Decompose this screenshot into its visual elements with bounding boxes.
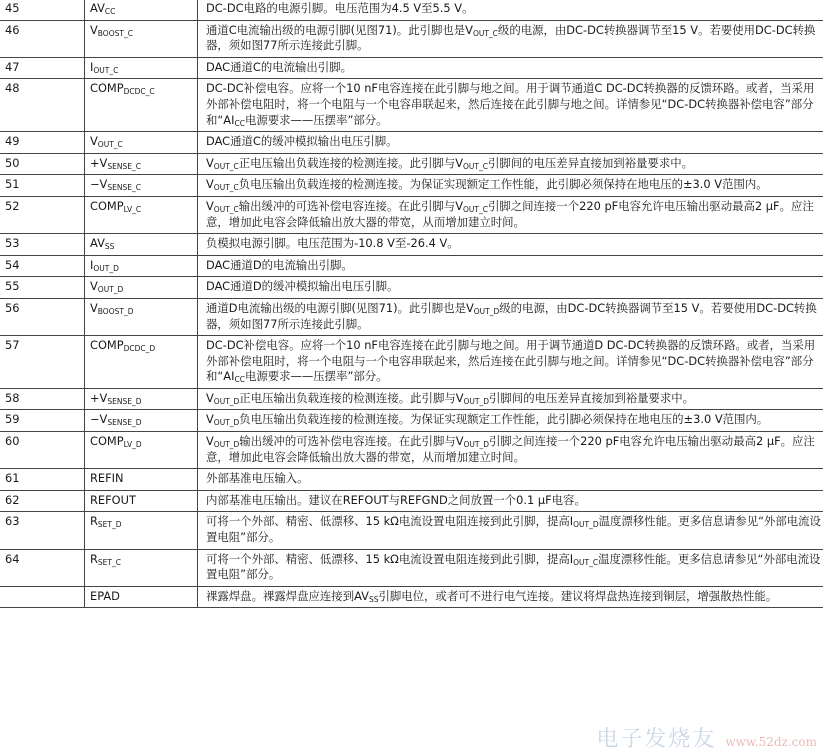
pin-mnemonic <box>85 410 198 432</box>
description-subscript: OUT_C <box>213 161 239 171</box>
pin-row <box>0 490 823 512</box>
mnemonic-subscript: DCDC_C <box>123 87 155 97</box>
pin-description <box>198 79 823 132</box>
description-subscript: OUT_D <box>573 520 599 530</box>
pin-number: 63 <box>0 512 85 549</box>
pin-row <box>0 132 823 154</box>
mnemonic-subscript: SENSE_C <box>107 161 141 171</box>
pin-description <box>198 196 823 233</box>
mnemonic-subscript: SET_C <box>97 557 121 567</box>
description-text: DC-DC电路的电源引脚。电压范围为4.5 V至5.5 V。 <box>206 1 474 15</box>
description-text: DAC通道C的电流输出引脚。 <box>206 59 352 74</box>
mnemonic-main: R <box>90 551 98 566</box>
description-text: 级的电源，由DC-DC转换器调节至15 V。若要使用DC-DC转换器，须如图77所示连接此引脚。 <box>206 300 817 331</box>
mnemonic-main: −V <box>90 177 108 192</box>
mnemonic-subscript: SET_D <box>97 520 122 530</box>
pin-mnemonic <box>85 586 198 608</box>
watermark-url: www.52dz.com <box>725 735 817 749</box>
description-text: 温度漂移性能。更多信息请参见“外部电流设置电阻”部分。 <box>206 551 821 582</box>
description-text: 可将一个外部、精密、低漂移、15 kΩ电流设置电阻连接到此引脚，提高I <box>206 551 574 566</box>
mnemonic-main: +V <box>90 390 108 405</box>
mnemonic-main: REFIN <box>90 471 124 486</box>
mnemonic-main: AV <box>90 236 105 251</box>
mnemonic-subscript: OUT_C <box>93 65 119 75</box>
mnemonic-subscript: BOOST_C <box>97 28 133 38</box>
mnemonic-subscript: SENSE_C <box>107 183 141 193</box>
pin-number <box>0 586 85 608</box>
pin-row <box>0 153 823 175</box>
pin-row <box>0 57 823 79</box>
description-text: DAC通道C的缓冲模拟输出电压引脚。 <box>206 134 398 149</box>
description-text: DC-DC补偿电容。应将一个10 nF电容连接在此引脚与地之间。用于调节通道D DC-DC转换器的反馈环路。或者，当采用外部补偿电阻时，将一个电阻与一个电容串联起来，然后连接在此引脚与地之间。详情参见“DC-DC转换器补偿电容”部分和“AI <box>206 338 816 384</box>
pin-row <box>0 298 823 335</box>
pin-row <box>0 277 823 299</box>
mnemonic-subscript: LV_D <box>123 440 142 450</box>
pin-mnemonic <box>85 388 198 410</box>
description-subscript: OUT_C <box>462 204 488 214</box>
pin-description <box>198 336 823 389</box>
pin-row <box>0 336 823 389</box>
description-text: 引脚之间连接一个220 pF电容允许电压输出驱动最高2 μF。应注意，增加此电容会降低输出放大器的带宽，从而增加建立时间。 <box>206 198 814 229</box>
mnemonic-main: COMP <box>90 434 124 449</box>
pin-row <box>0 79 823 132</box>
description-subscript: OUT_C <box>213 183 239 193</box>
mnemonic-main: COMP <box>90 338 124 353</box>
pin-mnemonic <box>85 175 198 197</box>
description-text: 通道C电流输出级的电源引脚(见图71)。此引脚也是V <box>206 22 473 37</box>
description-text: DAC通道D的缓冲模拟输出电压引脚。 <box>206 279 399 294</box>
pin-row <box>0 512 823 549</box>
pin-row <box>0 549 823 586</box>
pin-number: 58 <box>0 388 85 410</box>
pin-description <box>198 57 823 79</box>
pin-number: 56 <box>0 298 85 335</box>
pin-mnemonic <box>85 0 198 20</box>
description-subscript: OUT_C <box>462 161 488 171</box>
description-text: 外部基准电压输入。 <box>206 471 309 486</box>
mnemonic-main: I <box>90 257 94 272</box>
pin-number: 62 <box>0 490 85 512</box>
pin-number: 60 <box>0 432 85 469</box>
pin-row <box>0 20 823 57</box>
description-text: 负电压输出负载连接的检测连接。为保证实现额定工作性能，此引脚必须保持在地电压的±3.0 V范围内。 <box>239 412 769 427</box>
pin-number: 52 <box>0 196 85 233</box>
pin-description <box>198 298 823 335</box>
mnemonic-subscript: OUT_D <box>93 263 119 273</box>
pin-description <box>198 432 823 469</box>
description-text: V <box>206 177 214 192</box>
pin-mnemonic <box>85 20 198 57</box>
pin-number: 59 <box>0 410 85 432</box>
description-text: 裸露焊盘。裸露焊盘应连接到AV <box>206 588 369 603</box>
mnemonic-subscript: OUT_C <box>97 140 123 150</box>
pin-mnemonic <box>85 336 198 389</box>
description-text: 引脚间的电压差异直接加到裕量要求中。 <box>487 155 693 170</box>
site-watermark <box>596 722 817 753</box>
mnemonic-main: V <box>90 22 98 37</box>
mnemonic-main: −V <box>90 412 108 427</box>
mnemonic-subscript: SENSE_D <box>107 418 142 428</box>
description-subscript: SS <box>368 594 379 604</box>
pin-description <box>198 410 823 432</box>
description-subscript: OUT_D <box>213 440 240 450</box>
pin-row <box>0 469 823 491</box>
mnemonic-subscript: SENSE_D <box>107 396 142 406</box>
mnemonic-subscript: LV_C <box>123 204 142 214</box>
mnemonic-subscript: DCDC_D <box>123 344 156 354</box>
pin-mnemonic <box>85 298 198 335</box>
description-subscript: OUT_D <box>213 396 240 406</box>
pin-mnemonic <box>85 432 198 469</box>
pin-row <box>0 175 823 197</box>
description-text: 负电压输出负载连接的检测连接。为保证实现额定工作性能，此引脚必须保持在地电压的±3.0 V范围内。 <box>238 177 768 192</box>
description-text: 电源要求——压摆率”部分。 <box>244 112 388 127</box>
description-text: 输出缓冲的可选补偿电容连接。在此引脚与V <box>238 198 463 213</box>
mnemonic-subscript: CC <box>104 7 116 16</box>
description-subscript: OUT_D <box>463 440 490 450</box>
pin-description <box>198 388 823 410</box>
description-text: 通道D电流输出级的电源引脚(见图71)。此引脚也是V <box>206 300 474 315</box>
pin-number: 51 <box>0 175 85 197</box>
description-text: 内部基准电压输出。建议在REFOUT与REFGND之间放置一个0.1 μF电容。 <box>206 492 586 507</box>
pin-number: 49 <box>0 132 85 154</box>
pin-row <box>0 432 823 469</box>
mnemonic-subscript: OUT_D <box>97 285 124 295</box>
pin-description <box>198 255 823 277</box>
description-text: 级的电源，由DC-DC转换器调节至15 V。若要使用DC-DC转换器，须如图77所示连接此引脚。 <box>206 22 816 53</box>
description-text: V <box>206 390 214 405</box>
pin-mnemonic <box>85 153 198 175</box>
pin-mnemonic <box>85 57 198 79</box>
pin-number: 48 <box>0 79 85 132</box>
pin-mnemonic <box>85 255 198 277</box>
mnemonic-subscript: BOOST_D <box>97 306 134 316</box>
mnemonic-main: V <box>90 300 98 315</box>
description-text: V <box>206 198 214 213</box>
pin-row <box>0 586 823 608</box>
description-subscript: CC <box>234 375 245 385</box>
description-text: 引脚间的电压差异直接加到裕量要求中。 <box>489 390 695 405</box>
pin-row <box>0 0 823 20</box>
pin-description <box>198 277 823 299</box>
pin-mnemonic <box>85 469 198 491</box>
description-text: 正电压输出负载连接的检测连接。此引脚与V <box>238 155 463 170</box>
description-text: DC-DC补偿电容。应将一个10 nF电容连接在此引脚与地之间。用于调节通道C DC-DC转换器的反馈环路。或者，当采用外部补偿电阻时，将一个电阻与一个电容串联起来，然后连接在此引脚与地之间。详情参见“DC-DC转换器补偿电容”部分和“AI <box>206 81 815 127</box>
description-text: 温度漂移性能。更多信息请参见“外部电流设置电阻”部分。 <box>206 514 821 545</box>
description-text: 电源要求——压摆率”部分。 <box>244 369 388 384</box>
mnemonic-main: COMP <box>90 198 124 213</box>
pin-number: 47 <box>0 57 85 79</box>
description-text: 引脚之间连接一个220 pF电容允许电压输出驱动最高2 μF。应注意，增加此电容会降低输出放大器的带宽，从而增加建立时间。 <box>206 434 815 464</box>
mnemonic-main: EPAD <box>90 588 120 603</box>
description-subscript: OUT_D <box>213 418 240 428</box>
pin-mnemonic <box>85 196 198 233</box>
mnemonic-main: R <box>90 514 98 529</box>
description-text: 正电压输出负载连接的检测连接。此引脚与V <box>239 390 464 405</box>
mnemonic-main: V <box>90 134 98 149</box>
pin-number: 55 <box>0 277 85 299</box>
pin-description <box>198 175 823 197</box>
mnemonic-main: COMP <box>90 81 124 96</box>
description-text: 输出缓冲的可选补偿电容连接。在此引脚与V <box>239 434 464 449</box>
pin-row <box>0 255 823 277</box>
mnemonic-main: V <box>90 279 98 294</box>
pin-description <box>198 234 823 256</box>
description-subscript: OUT_C <box>213 204 239 214</box>
pin-description <box>198 512 823 549</box>
description-text: V <box>206 412 214 427</box>
description-text: V <box>206 434 214 449</box>
pin-description <box>198 586 823 608</box>
mnemonic-main: +V <box>90 155 108 170</box>
pin-number: 50 <box>0 153 85 175</box>
watermark-text: 电子发烧友 <box>596 727 717 752</box>
description-subscript: OUT_C <box>472 28 498 38</box>
pin-number: 45 <box>0 0 85 20</box>
pin-mnemonic <box>85 549 198 586</box>
pin-description <box>198 469 823 491</box>
description-subscript: OUT_C <box>573 557 599 567</box>
pin-number: 57 <box>0 336 85 389</box>
pin-mnemonic <box>85 234 198 256</box>
pin-description <box>198 20 823 57</box>
description-text: 引脚电位，或者可不进行电气连接。建议将焊盘热连接到铜层，增强散热性能。 <box>378 588 778 603</box>
pin-number: 61 <box>0 469 85 491</box>
pin-row <box>0 410 823 432</box>
description-subscript: OUT_D <box>463 396 490 406</box>
pin-row <box>0 234 823 256</box>
description-text: 负模拟电源引脚。电压范围为-10.8 V至-26.4 V。 <box>206 236 459 251</box>
pin-description <box>198 0 823 20</box>
pin-mnemonic <box>85 132 198 154</box>
pin-number: 46 <box>0 20 85 57</box>
pin-description <box>198 549 823 586</box>
pin-description <box>198 490 823 512</box>
mnemonic-main: AV <box>90 1 105 15</box>
pin-number: 64 <box>0 549 85 586</box>
description-text: 可将一个外部、精密、低漂移、15 kΩ电流设置电阻连接到此引脚，提高I <box>206 514 574 529</box>
pin-description <box>198 132 823 154</box>
mnemonic-subscript: SS <box>104 242 115 252</box>
mnemonic-main: I <box>90 59 94 74</box>
pin-mnemonic <box>85 512 198 549</box>
description-subscript: OUT_D <box>473 306 500 316</box>
description-text: DAC通道D的电流输出引脚。 <box>206 257 353 272</box>
mnemonic-main: REFOUT <box>90 492 136 507</box>
pin-number: 54 <box>0 255 85 277</box>
description-subscript: CC <box>234 118 245 128</box>
pin-mnemonic <box>85 79 198 132</box>
pin-number: 53 <box>0 234 85 256</box>
pin-mnemonic <box>85 490 198 512</box>
pin-description <box>198 153 823 175</box>
pin-row <box>0 196 823 233</box>
description-text: V <box>206 155 214 170</box>
pin-row <box>0 388 823 410</box>
pin-mnemonic <box>85 277 198 299</box>
